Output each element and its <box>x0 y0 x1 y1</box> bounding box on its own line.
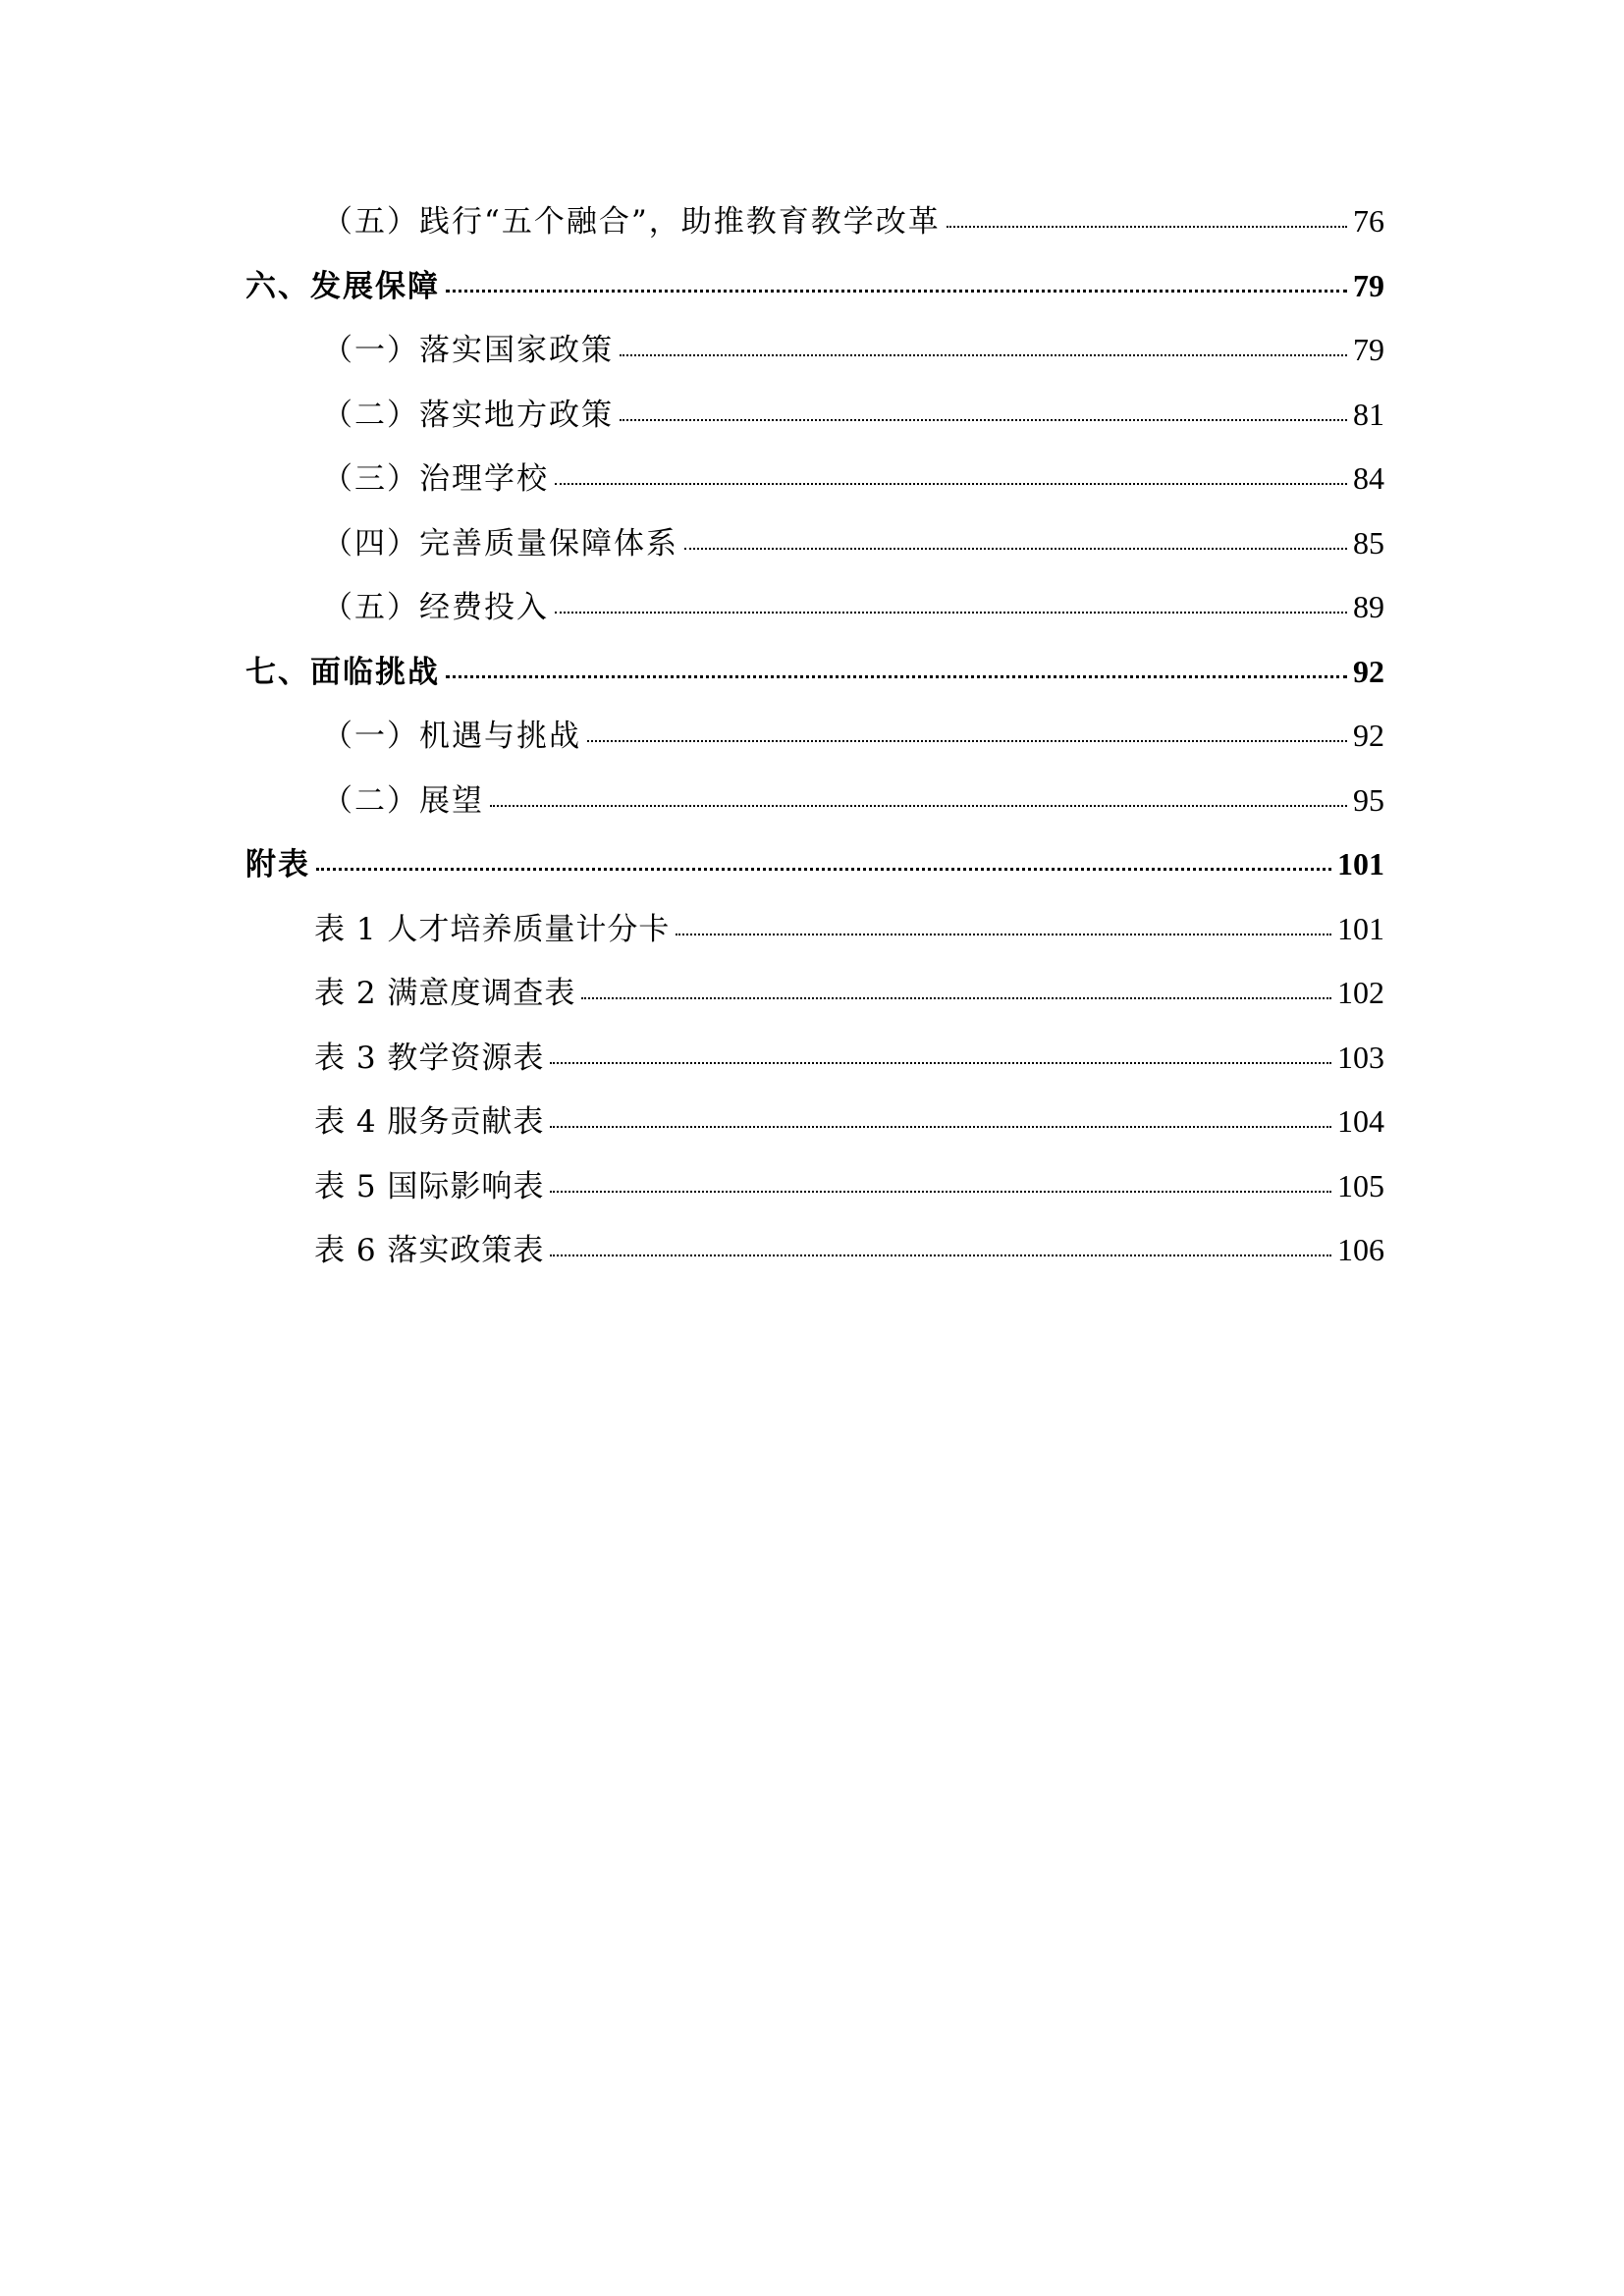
toc-dot-leader <box>550 1255 1331 1256</box>
toc-entry-page: 101 <box>1337 910 1384 946</box>
toc-dot-leader <box>620 354 1347 356</box>
toc-entry-table-4[interactable] <box>245 1096 1384 1161</box>
toc-entry-page: 79 <box>1353 332 1384 367</box>
toc-entry-page: 106 <box>1337 1232 1384 1267</box>
toc-dot-leader <box>555 483 1347 485</box>
toc-entry-title: （五）践行“五个融合”，助推教育教学改革 <box>322 204 941 240</box>
toc-chapter-title: 七、面临挑战 <box>245 654 440 690</box>
toc-dot-leader <box>550 1062 1331 1064</box>
toc-entry-page: 85 <box>1353 524 1384 561</box>
toc-entry-table-3[interactable] <box>245 1033 1384 1097</box>
toc-entry-title: 表 6 落实政策表 <box>314 1233 545 1268</box>
toc-dot-leader <box>316 868 1331 871</box>
toc-entry-title: 表 5 国际影响表 <box>314 1168 545 1204</box>
toc-entry-title: （一）机遇与挑战 <box>322 719 581 754</box>
toc-entry-title: （五）经费投入 <box>322 590 549 625</box>
toc-entry-title: 表 4 服务贡献表 <box>314 1104 545 1140</box>
toc-entry-title: （三）治理学校 <box>322 461 549 497</box>
toc-entry-title: 表 1 人才培养质量计分卡 <box>314 911 671 947</box>
toc-dot-leader <box>550 1191 1331 1193</box>
toc-entry-funding[interactable] <box>245 582 1384 647</box>
toc-entry-section-5-integration[interactable] <box>245 196 1384 261</box>
toc-entry-page: 84 <box>1353 460 1384 496</box>
toc-entry-quality-assurance[interactable] <box>245 518 1384 583</box>
toc-entry-title: 表 3 教学资源表 <box>314 1040 545 1076</box>
toc-entry-chapter-7[interactable] <box>245 647 1384 712</box>
toc-entry-title: （二）落实地方政策 <box>322 397 614 433</box>
toc-entry-page: 89 <box>1353 589 1384 624</box>
toc-dot-leader <box>490 805 1347 807</box>
toc-entry-appendix[interactable] <box>245 839 1384 904</box>
toc-entry-page: 102 <box>1337 975 1384 1010</box>
toc-chapter-page: 101 <box>1337 846 1384 881</box>
toc-entry-local-policy[interactable] <box>245 390 1384 454</box>
toc-dot-leader <box>446 675 1347 678</box>
toc-entry-table-1[interactable] <box>245 904 1384 969</box>
toc-entry-title: （二）展望 <box>322 782 484 819</box>
toc-entry-table-2[interactable] <box>245 968 1384 1033</box>
toc-entry-opportunities[interactable] <box>245 711 1384 775</box>
toc-entry-chapter-6[interactable] <box>245 261 1384 326</box>
table-of-contents <box>245 196 1384 1290</box>
toc-entry-outlook[interactable] <box>245 775 1384 840</box>
toc-entry-title: （一）落实国家政策 <box>322 333 614 368</box>
toc-entry-page: 105 <box>1337 1167 1384 1203</box>
toc-chapter-title: 六、发展保障 <box>245 268 440 304</box>
toc-entry-national-policy[interactable] <box>245 325 1384 390</box>
toc-entry-table-5[interactable] <box>245 1161 1384 1226</box>
toc-entry-page: 81 <box>1353 396 1384 432</box>
toc-dot-leader <box>587 740 1347 742</box>
toc-entry-title: （四）完善质量保障体系 <box>322 525 678 561</box>
toc-entry-table-6[interactable] <box>245 1225 1384 1290</box>
toc-entry-page: 104 <box>1337 1103 1384 1139</box>
toc-dot-leader <box>581 997 1331 999</box>
toc-entry-page: 76 <box>1353 203 1384 239</box>
toc-dot-leader <box>550 1126 1331 1128</box>
toc-entry-school-governance[interactable] <box>245 454 1384 518</box>
toc-entry-page: 103 <box>1337 1039 1384 1075</box>
toc-entry-title: 表 2 满意度调查表 <box>314 976 576 1011</box>
toc-entry-page: 95 <box>1353 781 1384 818</box>
toc-chapter-page: 92 <box>1353 653 1384 689</box>
toc-dot-leader <box>684 548 1347 550</box>
toc-dot-leader <box>676 934 1331 935</box>
toc-dot-leader <box>555 612 1347 614</box>
toc-chapter-page: 79 <box>1353 267 1384 303</box>
toc-dot-leader <box>446 290 1347 293</box>
toc-dot-leader <box>947 226 1347 228</box>
toc-entry-page: 92 <box>1353 718 1384 753</box>
toc-dot-leader <box>620 419 1347 421</box>
toc-chapter-title: 附表 <box>245 847 310 882</box>
